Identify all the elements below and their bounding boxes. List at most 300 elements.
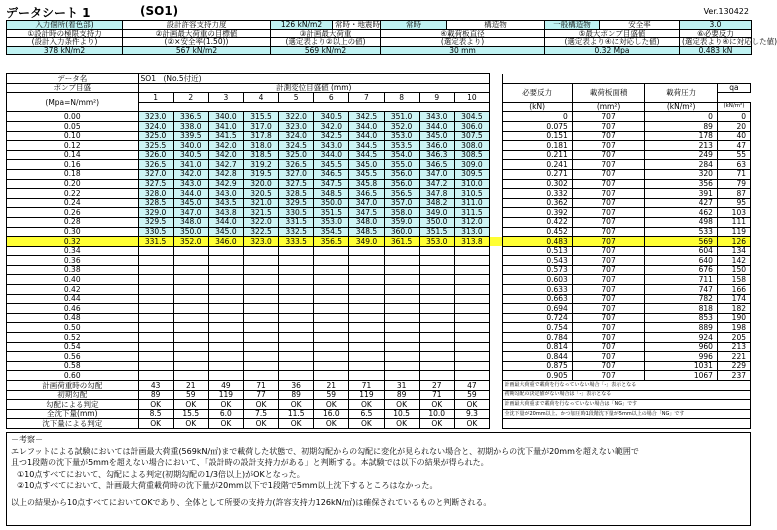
force-value: 0.211 [502,150,572,160]
displacement-cell[interactable]: 353.0 [384,131,419,141]
spacer [490,361,502,371]
displacement-cell [314,275,349,285]
summary-cell: OK [138,400,173,410]
displacement-cell[interactable]: 326.5 [279,160,314,170]
sheet-header [0,2,757,20]
displacement-cell[interactable]: 342.0 [314,121,349,131]
displacement-cell [243,246,278,256]
displacement-cell[interactable]: 341.5 [208,131,243,141]
force-unit: (kN) [502,102,572,112]
qa-value: 205 [717,333,750,343]
displacement-cell[interactable]: 351.5 [419,227,454,237]
displacement-cell[interactable]: 325.5 [138,141,173,151]
displacement-cell [349,342,384,352]
summary-cell: OK [349,400,384,410]
displacement-cell [419,275,454,285]
displacement-cell[interactable]: 340.5 [173,150,208,160]
displacement-cell[interactable]: 324.0 [138,121,173,131]
displacement-cell[interactable]: 347.0 [173,208,208,218]
area-value: 707 [572,342,645,352]
spacer [490,246,502,256]
table-row [7,361,751,371]
displacement-cell [314,294,349,304]
pressure-value: 249 [645,150,718,160]
col5-sub: (選定表より④に対応した値) [545,38,680,47]
displacement-cell[interactable]: 345.0 [173,198,208,208]
displacement-cell[interactable]: 342.8 [208,169,243,179]
displacement-cell [173,304,208,314]
spacer [490,150,502,160]
displacement-cell [243,313,278,323]
allowable-bearing-input[interactable]: 126 kN/m2 [271,21,333,30]
displacement-cell[interactable]: 350.0 [314,198,349,208]
displacement-cell [243,294,278,304]
displacement-cell[interactable]: 336.5 [173,112,208,122]
pump-value: 0.54 [7,342,139,352]
displacement-cell [349,313,384,323]
displacement-cell[interactable]: 344.0 [208,217,243,227]
displacement-cell[interactable]: 352.0 [384,121,419,131]
qa-value: 126 [717,237,750,247]
displacement-cell[interactable]: 356.0 [384,169,419,179]
col4-sub: (選定表より) [381,38,545,47]
displacement-cell[interactable]: 311.0 [454,198,489,208]
pump-value: 0.22 [7,189,139,199]
displacement-cell[interactable]: 353.0 [419,237,454,247]
displacement-cell [454,265,489,275]
displacement-cell [384,256,419,266]
displacement-cell [384,313,419,323]
displacement-cell [454,361,489,371]
data-name-label: データ名 [7,74,139,84]
area-value: 707 [572,131,645,141]
displacement-cell[interactable]: 330.5 [279,208,314,218]
displacement-cell[interactable]: 322.5 [243,227,278,237]
displacement-cell[interactable]: 347.5 [349,208,384,218]
displacement-cell [384,361,419,371]
force-value: 0.573 [502,265,572,275]
qa-value: 182 [717,304,750,314]
displacement-cell[interactable]: 344.0 [314,150,349,160]
displacement-cell[interactable]: 313.8 [454,237,489,247]
displacement-cell[interactable]: 345.5 [314,160,349,170]
displacement-cell[interactable]: 348.0 [173,217,208,227]
consideration-line: 且つ1段階の沈下量が5mmを超えない場合において、「設計時の設計支持力がある」と判断する。本試験では以下の結果が得られた。 [11,458,489,467]
displacement-cell[interactable]: 343.0 [173,179,208,189]
pressure-value: 924 [645,333,718,343]
displacement-cell[interactable]: 348.0 [349,217,384,227]
displacement-cell[interactable]: 342.0 [208,141,243,151]
qa-value: 79 [717,179,750,189]
spacer [490,237,502,247]
summary-label: 沈下量による判定 [7,419,139,429]
area-value: 707 [572,275,645,285]
displacement-cell[interactable]: 321.0 [243,198,278,208]
displacement-cell[interactable]: 307.5 [454,131,489,141]
summary-label: 計画荷重時の勾配 [7,381,139,391]
displacement-cell[interactable]: 347.0 [419,169,454,179]
sheet-code: (SO1) [140,4,179,18]
col6-sub: (選定表より④に対応した値) [680,38,752,47]
displacement-cell[interactable]: 354.5 [314,227,349,237]
table-row [7,169,751,179]
condition-input[interactable]: 常時 [381,21,447,30]
displacement-cell [173,352,208,362]
displacement-cell[interactable]: 327.5 [138,179,173,189]
displacement-cell[interactable]: 325.0 [279,150,314,160]
displacement-cell[interactable]: 346.5 [314,169,349,179]
displacement-cell [138,342,173,352]
summary-label: 勾配による判定 [7,400,139,410]
displacement-cell[interactable]: 319.5 [243,169,278,179]
displacement-cell[interactable]: 341.0 [208,121,243,131]
qa-value: 71 [717,169,750,179]
pump-value: 0.56 [7,352,139,362]
displacement-cell[interactable]: 309.5 [454,169,489,179]
displacement-cell[interactable]: 326.0 [138,150,173,160]
displacement-cell[interactable]: 355.0 [384,160,419,170]
displacement-cell[interactable]: 356.5 [384,189,419,199]
displacement-cell[interactable]: 342.0 [208,150,243,160]
displacement-cell[interactable]: 359.0 [384,217,419,227]
displacement-cell [314,333,349,343]
displacement-cell[interactable]: 322.0 [279,112,314,122]
data-name-value: SO1 (No.5付近) [138,74,490,84]
force-value: 0.905 [502,371,572,381]
col5-value: 0.32 Mpa [545,46,680,55]
displacement-cell[interactable]: 342.0 [173,169,208,179]
summary-note: 計画最大荷重で載荷を行なっていない場合「-」表示となる [502,381,751,391]
spacer [490,198,502,208]
spacer [490,121,502,131]
displacement-cell[interactable]: 320.5 [243,189,278,199]
area-value: 707 [572,256,645,266]
displacement-cell[interactable]: 344.0 [419,121,454,131]
displacement-cell[interactable]: 360.0 [384,227,419,237]
displacement-cell[interactable]: 309.0 [454,160,489,170]
displacement-cell[interactable]: 349.0 [349,237,384,247]
displacement-cell[interactable]: 323.0 [243,237,278,247]
displacement-cell [243,285,278,295]
summary-cell: OK [138,419,173,429]
displacement-cell[interactable]: 353.0 [314,217,349,227]
spacer [490,179,502,189]
displacement-cell[interactable]: 345.0 [419,131,454,141]
displacement-cell [138,313,173,323]
force-value: 0.362 [502,198,572,208]
summary-cell: 10.5 [384,409,419,419]
table-row [7,294,751,304]
displacement-cell[interactable]: 317.8 [243,131,278,141]
summary-row [7,419,751,429]
pressure-value: 284 [645,160,718,170]
summary-cell: 16.0 [314,409,349,419]
displacement-cell[interactable]: 346.0 [419,141,454,151]
displacement-cell[interactable]: 343.0 [419,112,454,122]
displacement-cell[interactable]: 346.3 [419,150,454,160]
displacement-cell [384,371,419,381]
displacement-cell[interactable]: 342.7 [208,160,243,170]
displacement-cell[interactable]: 308.5 [454,150,489,160]
displacement-cell [173,285,208,295]
displacement-cell[interactable]: 352.0 [173,237,208,247]
displacement-cell[interactable]: 345.0 [208,227,243,237]
displacement-cell[interactable]: 344.0 [349,131,384,141]
displacement-cell[interactable]: 342.5 [314,131,349,141]
displacement-cell[interactable]: 317.0 [243,121,278,131]
displacement-cell[interactable]: 343.8 [208,208,243,218]
spacer [490,371,502,381]
summary-cell: 71 [349,381,384,391]
displacement-cell[interactable]: 328.5 [138,198,173,208]
displacement-cell[interactable]: 322.0 [243,217,278,227]
displacement-cell[interactable]: 344.5 [349,150,384,160]
displacement-cell[interactable]: 332.5 [279,227,314,237]
displacement-cell[interactable]: 312.0 [454,217,489,227]
displacement-cell[interactable]: 304.5 [454,112,489,122]
displacement-cell[interactable]: 343.0 [208,189,243,199]
table-row [7,246,751,256]
displacement-cell[interactable]: 354.0 [384,150,419,160]
displacement-cell[interactable]: 343.0 [314,141,349,151]
qa-value: 47 [717,141,750,151]
displacement-cell[interactable]: 361.5 [384,237,419,247]
displacement-cell[interactable]: 325.0 [138,131,173,141]
displacement-cell [419,246,454,256]
displacement-cell[interactable]: 346.5 [419,160,454,170]
pump-value: 0.26 [7,208,139,218]
displacement-cell[interactable]: 342.5 [349,112,384,122]
displacement-cell[interactable]: 358.0 [384,208,419,218]
input-area-label: 入力個所(着色部) [7,21,123,30]
displacement-cell [208,333,243,343]
displacement-cell [243,256,278,266]
condition-table [6,20,777,55]
table-row [7,313,751,323]
col2-value: 567 kN/m2 [123,46,271,55]
table-row [7,189,751,199]
table-row [7,179,751,189]
summary-cell: 36 [279,381,314,391]
displacement-cell[interactable]: 323.0 [138,112,173,122]
structure-label: 構造物 [447,21,545,30]
displacement-cell[interactable]: 310.0 [454,179,489,189]
displacement-cell[interactable]: 347.2 [419,179,454,189]
structure-input[interactable]: 一般構造物 [545,21,600,30]
displacement-cell[interactable]: 345.5 [349,169,384,179]
displacement-cell [208,294,243,304]
displacement-cell [314,256,349,266]
area-value: 707 [572,237,645,247]
spacer [490,313,502,323]
pump-value: 0.32 [7,237,139,247]
safety-factor-input[interactable]: 3.0 [680,21,752,30]
displacement-cell [173,275,208,285]
pressure-value: 569 [645,237,718,247]
summary-cell: OK [419,419,454,429]
displacement-cell[interactable]: 346.0 [208,237,243,247]
displacement-cell [454,342,489,352]
displacement-cell[interactable]: 347.0 [349,198,384,208]
pump-value: 0.58 [7,361,139,371]
displacement-cell[interactable]: 338.0 [173,121,208,131]
displacement-cell[interactable]: 348.2 [419,198,454,208]
summary-cell: OK [243,419,278,429]
displacement-cell [454,313,489,323]
table-row [7,131,751,141]
displacement-cell[interactable]: 345.0 [349,160,384,170]
force-value: 0.241 [502,160,572,170]
displacement-cell[interactable]: 329.0 [138,208,173,218]
displacement-cell[interactable]: 323.0 [279,121,314,131]
displacement-cell [314,313,349,323]
spacer [490,141,502,151]
displacement-cell [454,294,489,304]
pump-value: 0.18 [7,169,139,179]
displacement-cell [349,256,384,266]
displacement-cell[interactable]: 318.0 [243,141,278,151]
displacement-cell [173,323,208,333]
displacement-cell[interactable]: 320.0 [243,179,278,189]
displacement-cell[interactable]: 350.0 [173,227,208,237]
displacement-cell[interactable]: 350.0 [419,217,454,227]
displacement-cell[interactable]: 330.5 [138,227,173,237]
force-value: 0.151 [502,131,572,141]
displacement-cell [454,285,489,295]
spacer [490,217,502,227]
table-row [7,141,751,151]
displacement-cell[interactable]: 324.0 [279,131,314,141]
pump-value: 0.12 [7,141,139,151]
displacement-cell[interactable]: 344.5 [349,141,384,151]
qa-value: 229 [717,361,750,371]
qa-value: 55 [717,150,750,160]
displacement-cell [243,333,278,343]
displacement-cell[interactable]: 315.5 [243,112,278,122]
summary-note: 計画最大荷重まで載荷を行なっていない場合は「NG」です [502,400,751,410]
displacement-cell[interactable]: 321.5 [243,208,278,218]
displacement-cell[interactable]: 343.5 [208,198,243,208]
summary-cell: 119 [208,390,243,400]
displacement-cell[interactable]: 331.5 [279,217,314,227]
pressure-value: 391 [645,189,718,199]
displacement-cell [314,323,349,333]
spacer [490,169,502,179]
displacement-cell [349,294,384,304]
spacer [490,275,502,285]
displacement-cell[interactable]: 333.5 [279,237,314,247]
table-row [7,352,751,362]
displacement-cell[interactable]: 310.5 [454,189,489,199]
displacement-cell [243,265,278,275]
displacement-cell[interactable]: 326.5 [138,160,173,170]
displacement-cell[interactable]: 342.9 [208,179,243,189]
displacement-cell[interactable]: 331.5 [138,237,173,247]
displacement-cell[interactable]: 327.0 [138,169,173,179]
displacement-cell[interactable]: 308.0 [454,141,489,151]
displacement-cell[interactable]: 340.5 [314,112,349,122]
summary-cell: OK [173,419,208,429]
displacement-cell[interactable]: 345.8 [349,179,384,189]
area-value: 707 [572,323,645,333]
displacement-cell[interactable]: 349.0 [419,208,454,218]
summary-cell: 15.5 [173,409,208,419]
displacement-cell [208,361,243,371]
displacement-cell[interactable]: 348.5 [349,227,384,237]
displacement-cell[interactable]: 328.0 [138,189,173,199]
displacement-cell[interactable]: 339.5 [173,131,208,141]
displacement-cell[interactable]: 351.5 [314,208,349,218]
displacement-cell[interactable]: 327.5 [279,179,314,189]
displacement-cell[interactable]: 329.5 [279,198,314,208]
displacement-cell [454,275,489,285]
summary-cell: OK [454,419,489,429]
pump-value: 0.14 [7,150,139,160]
displacement-cell[interactable]: 340.0 [208,112,243,122]
displacement-cell[interactable]: 341.0 [173,160,208,170]
displacement-cell [138,294,173,304]
force-value: 0.422 [502,217,572,227]
displacement-cell[interactable]: 344.0 [349,121,384,131]
summary-cell: 59 [173,390,208,400]
displacement-cell[interactable]: 344.0 [173,189,208,199]
displacement-cell[interactable]: 356.5 [314,237,349,247]
consideration-line: ②10点すべてにおいて、計画最大荷重載荷時の沈下量が20mm以下で1段階で5mm以上沈下するところはなかった。 [17,481,438,490]
pump-value: 0.48 [7,313,139,323]
displacement-cell[interactable]: 357.0 [384,198,419,208]
pump-value: 0.42 [7,285,139,295]
displacement-cell[interactable]: 313.0 [454,227,489,237]
pressure-value: 533 [645,227,718,237]
pump-value: 0.20 [7,179,139,189]
qa-value: 119 [717,227,750,237]
displacement-cell[interactable]: 328.5 [279,189,314,199]
displacement-cell [243,275,278,285]
summary-cell: OK [349,419,384,429]
col2-sub: (②×安全率(1.50)) [123,38,271,47]
displacement-cell [173,294,208,304]
displacement-cell[interactable]: 347.8 [419,189,454,199]
summary-cell: OK [314,400,349,410]
displacement-cell[interactable]: 327.0 [279,169,314,179]
displacement-cell [349,361,384,371]
displacement-cell[interactable]: 329.5 [138,217,173,227]
displacement-cell[interactable]: 324.5 [279,141,314,151]
displacement-cell[interactable]: 319.2 [243,160,278,170]
displacement-cell[interactable]: 311.5 [454,208,489,218]
displacement-cell[interactable]: 356.0 [384,179,419,189]
table-row [7,237,751,247]
force-value: 0.332 [502,189,572,199]
summary-cell: 21 [314,381,349,391]
qa-value: 87 [717,189,750,199]
table-row [7,256,751,266]
displacement-cell[interactable]: 351.0 [384,112,419,122]
summary-cell: OK [279,419,314,429]
force-value: 0.271 [502,169,572,179]
displacement-cell[interactable]: 348.5 [314,189,349,199]
displacement-cell[interactable]: 318.5 [243,150,278,160]
displacement-cell[interactable]: 340.0 [173,141,208,151]
displacement-cell[interactable]: 306.0 [454,121,489,131]
summary-cell: 11.5 [279,409,314,419]
pump-value: 0.05 [7,121,139,131]
displacement-cell[interactable]: 346.5 [349,189,384,199]
displacement-cell[interactable]: 347.5 [314,179,349,189]
summary-cell: 27 [419,381,454,391]
summary-note [502,419,751,429]
displacement-cell[interactable]: 353.5 [384,141,419,151]
